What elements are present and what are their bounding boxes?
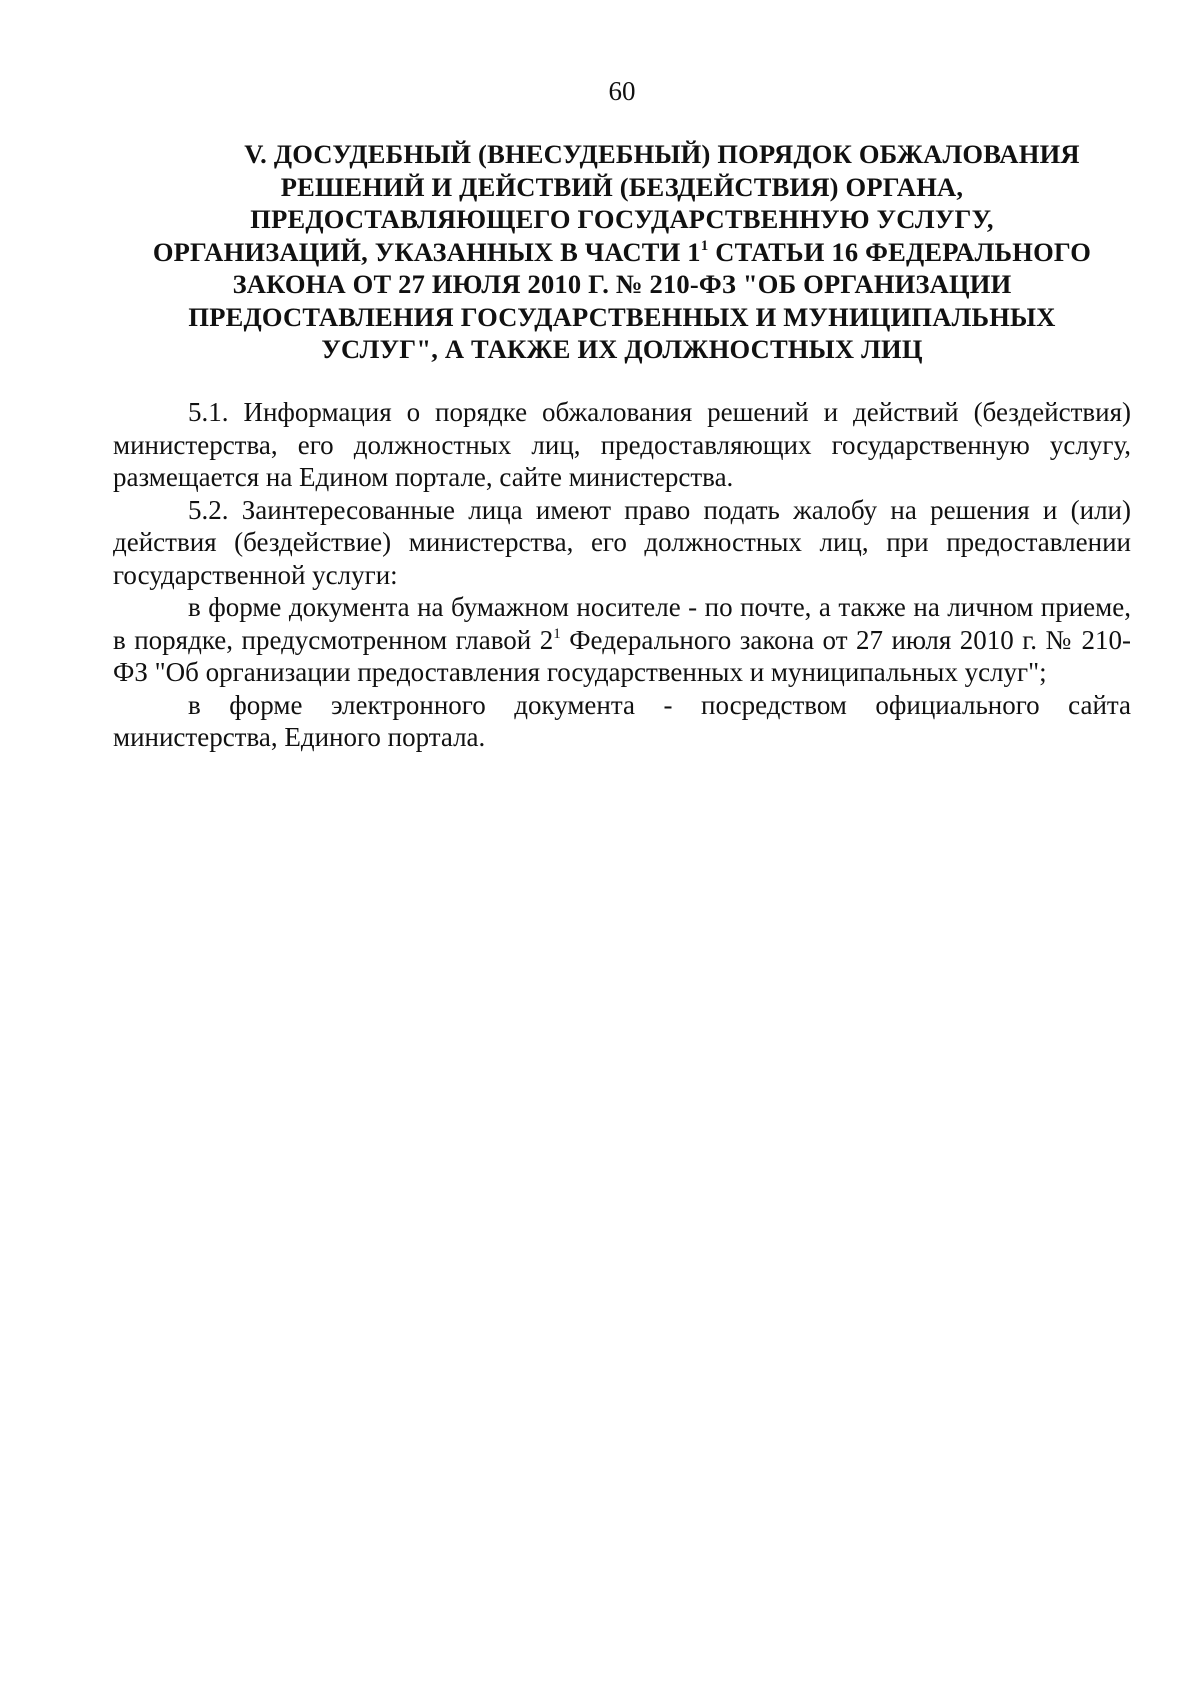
heading-line: V. ДОСУДЕБНЫЙ (ВНЕСУДЕБНЫЙ) ПОРЯДОК ОБЖАЛОВАНИЯ [244, 139, 1080, 169]
heading-line [110, 236, 1134, 269]
section-heading [110, 138, 1134, 366]
body-text [113, 396, 1131, 754]
heading-line: УСЛУГ", А ТАКЖЕ ИХ ДОЛЖНОСТНЫХ ЛИЦ [321, 334, 923, 364]
paragraph-paper-form [113, 591, 1131, 689]
heading-text: ОРГАНИЗАЦИЙ, УКАЗАННЫХ В ЧАСТИ 1 [152, 236, 701, 267]
superscript: 1 [553, 625, 561, 642]
paragraph-electronic-form: в форме электронного документа - посредством официального сайта министерства, Единого портала. [113, 689, 1131, 752]
page-number: 60 [608, 76, 636, 106]
paragraph-5-1: 5.1. Информация о порядке обжалования решений и действий (бездействия) министерства, его должностных лиц, предоставляющих государственную услугу, размещается на Едином портале, сайте министерства. [113, 397, 1131, 492]
heading-line: ПРЕДОСТАВЛЕНИЯ ГОСУДАРСТВЕННЫХ И МУНИЦИПАЛЬНЫХ [188, 301, 1056, 332]
paragraph-text: Федерального закона от 27 июля 2010 г. № 210-ФЗ "Об организации предоставления государственных и муниципальных услуг"; [113, 624, 1131, 687]
heading-line: ЗАКОНА ОТ 27 ИЮЛЯ 2010 Г. № 210-ФЗ "ОБ ОРГАНИЗАЦИИ [232, 269, 1012, 299]
paragraph-text: в форме документа на бумажном носителе - по почте, а также на личном приеме, в порядке, предусмотренном главой 2 [113, 592, 1131, 655]
paragraph-5-2: 5.2. Заинтересованные лица имеют право подать жалобу на решения и (или) действия (бездействие) министерства, его должностных лиц, при предоставлении государственной услуги: [113, 494, 1131, 590]
heading-line: РЕШЕНИЙ И ДЕЙСТВИЙ (БЕЗДЕЙСТВИЯ) ОРГАНА, [280, 171, 964, 202]
heading-text: СТАТЬИ 16 ФЕДЕРАЛЬНОГО [708, 236, 1092, 267]
superscript: 1 [700, 237, 709, 254]
heading-line: ПРЕДОСТАВЛЯЮЩЕГО ГОСУДАРСТВЕННУЮ УСЛУГУ, [250, 204, 994, 234]
